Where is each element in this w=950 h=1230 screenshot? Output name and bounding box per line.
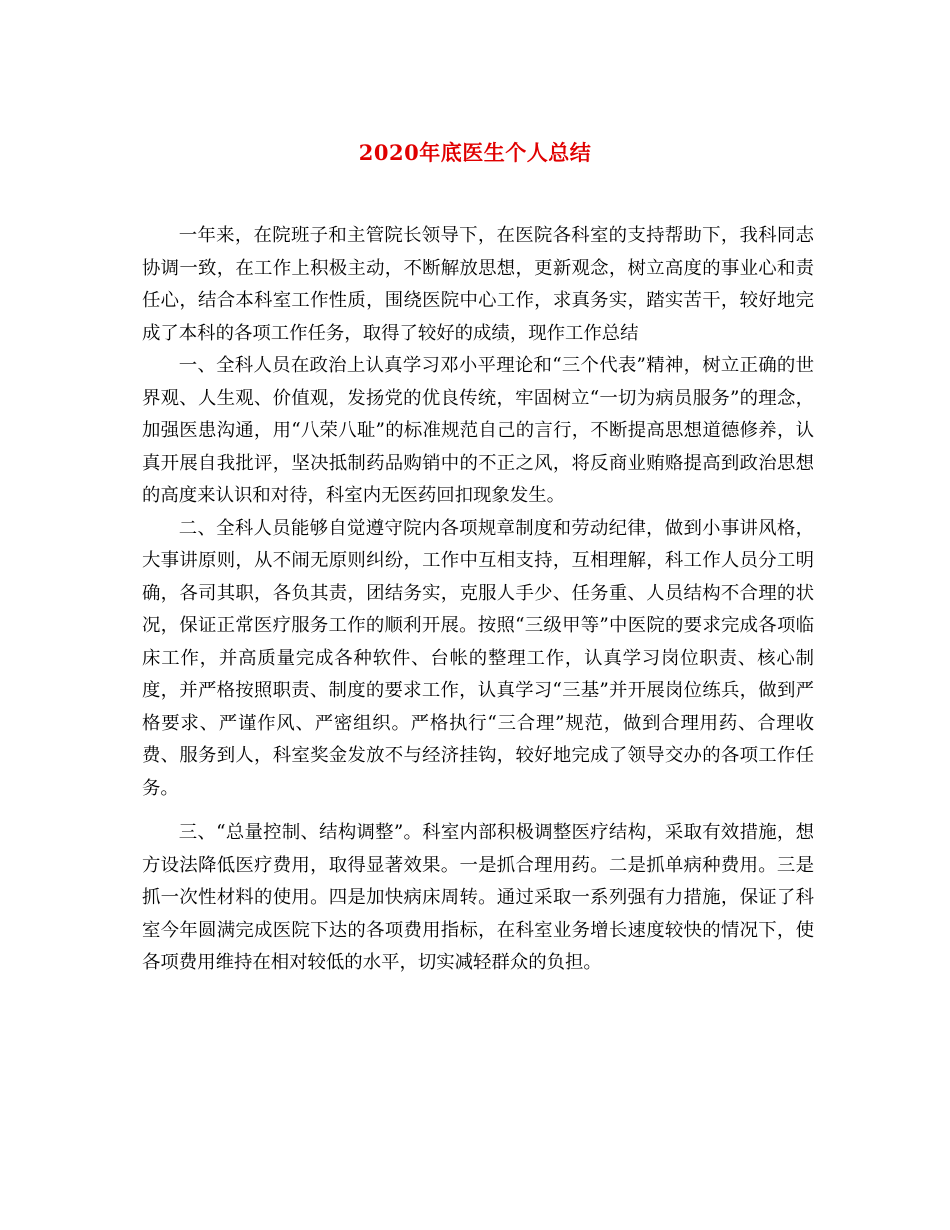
- paragraph-section-2: 二、全科人员能够自觉遵守院内各项规章制度和劳动纪律，做到小事讲风格，大事讲原则，从不闹无原则纠纷，工作中互相支持，互相理解，科工作人员分工明确，各司其职，各负其责，团结务实，克服人手少、任务重、人员结构不合理的状况，保证正常医疗服务工作的顺利开展。按照“三级甲等”中医院的要求完成各项临床工作，并高质量完成各种软件、台帐的整理工作，认真学习岗位职责、核心制度，并严格按照职责、制度的要求工作，认真学习“三基”并开展岗位练兵，做到严格要求、严谨作风、严密组织。严格执行“三合理”规范，做到合理用药、合理收费、服务到人，科室奖金发放不与经济挂钩，较好地完成了领导交办的各项工作任务。: [142, 517, 814, 799]
- document-title: 2020年底医生个人总结: [358, 140, 592, 165]
- paragraph-intro: 一年来，在院班子和主管院长领导下，在医院各科室的支持帮助下，我科同志协调一致，在工作上积极主动，不断解放思想，更新观念，树立高度的事业心和责任心，结合本科室工作性质，围绕医院中心工作，求真务实，踏实苦干，较好地完成了本科的各项工作任务，取得了较好的成绩，现作工作总结: [142, 225, 814, 344]
- document-body: [142, 220, 814, 980]
- paragraph-section-1: 一、全科人员在政治上认真学习邓小平理论和“三个代表”精神，树立正确的世界观、人生观、价值观，发扬党的优良传统，牢固树立“一切为病员服务”的理念，加强医患沟通，用“八荣八耻”的标准规范自己的言行，不断提高思想道德修养，认真开展自我批评，坚决抵制药品购销中的不正之风，将反商业贿赂提高到政治思想的高度来认识和对待，科室内无医药回扣现象发生。: [142, 355, 814, 506]
- paragraph-section-3: 三、“总量控制、结构调整”。科室内部积极调整医疗结构，采取有效措施，想方设法降低医疗费用，取得显著效果。一是抓合理用药。二是抓单病种费用。三是抓一次性材料的使用。四是加快病床周转。通过采取一系列强有力措施，保证了科室今年圆满完成医院下达的各项费用指标，在科室业务增长速度较快的情况下，使各项费用维持在相对较低的水平，切实减轻群众的负担。: [142, 822, 814, 973]
